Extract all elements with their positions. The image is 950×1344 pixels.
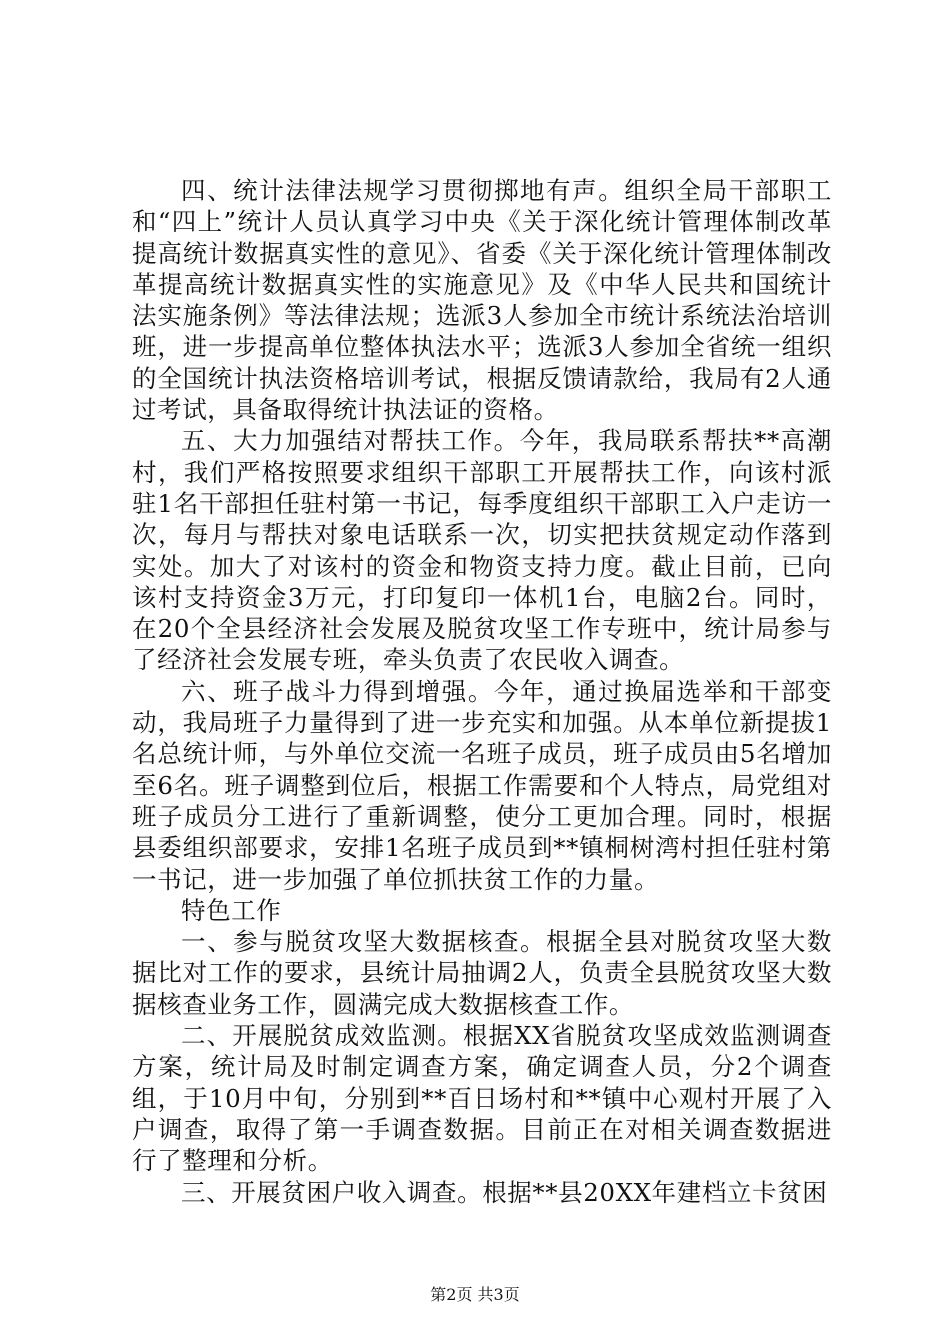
page-number-total: 共3页 [477, 1285, 520, 1304]
page-footer [0, 1285, 950, 1305]
section-heading-special-work: 特色工作 [181, 895, 282, 925]
paragraph-poverty-monitoring: 二、开展脱贫成效监测。根据XX省脱贫攻坚成效监测调查方案，统计局及时制定调查方案，确定调查人员，分2个调查组，于10月中旬，分别到**百日场村和**镇中心观村开展了入户调查，取得了第一手调查数据。目前正在对相关调查数据进行了整理和分析。 [132, 1021, 832, 1176]
paragraph-pairing-assistance: 五、大力加强结对帮扶工作。今年，我局联系帮扶**高潮村，我们严格按照要求组织干部职工开展帮扶工作，向该村派驻1名干部担任驻村第一书记，每季度组织干部职工入户走访一次，每月与帮扶对象电话联系一次，切实把扶贫规定动作落到实处。加大了对该村的资金和物资支持力度。截止目前，已向该村支持资金3万元，打印复印一体机1台，电脑2台。同时，在20个全县经济社会发展及脱贫攻坚工作专班中，统计局参与了经济社会发展专班，牵头负责了农民收入调查。 [132, 426, 832, 675]
paragraph-big-data-verification: 一、参与脱贫攻坚大数据核查。根据全县对脱贫攻坚大数据比对工作的要求，县统计局抽调2人，负责全县脱贫攻坚大数据核查业务工作，圆满完成大数据核查工作。 [132, 927, 832, 1019]
paragraph-leadership-team: 六、班子战斗力得到增强。今年，通过换届选举和干部变动，我局班子力量得到了进一步充实和加强。从本单位新提拔1名总统计师，与外单位交流一名班子成员，班子成员由5名增加至6名。班子调整到位后，根据工作需要和个人特点，局党组对班子成员分工进行了重新调整，使分工更加合理。同时，根据县委组织部要求，安排1名班子成员到**镇桐树湾村担任驻村第一书记，进一步加强了单位抓扶贫工作的力量。 [132, 676, 832, 894]
page-number-current: 第2页 [430, 1285, 473, 1304]
document-body [132, 175, 832, 1208]
paragraph-legal-study: 四、统计法律法规学习贯彻掷地有声。组织全局干部职工和“四上”统计人员认真学习中央《关于深化统计管理体制改革提高统计数据真实性的意见》、省委《关于深化统计管理体制改革提高统计数据真实性的实施意见》及《中华人民共和国统计法实施条例》等法律法规；选派3人参加全市统计系统法治培训班，进一步提高单位整体执法水平；选派3人参加全省统一组织的全国统计执法资格培训考试，根据反馈请款给，我局有2人通过考试，具备取得统计执法证的资格。 [132, 176, 832, 425]
paragraph-income-survey: 三、开展贫困户收入调查。根据**县20XX年建档立卡贫困 [181, 1177, 828, 1207]
